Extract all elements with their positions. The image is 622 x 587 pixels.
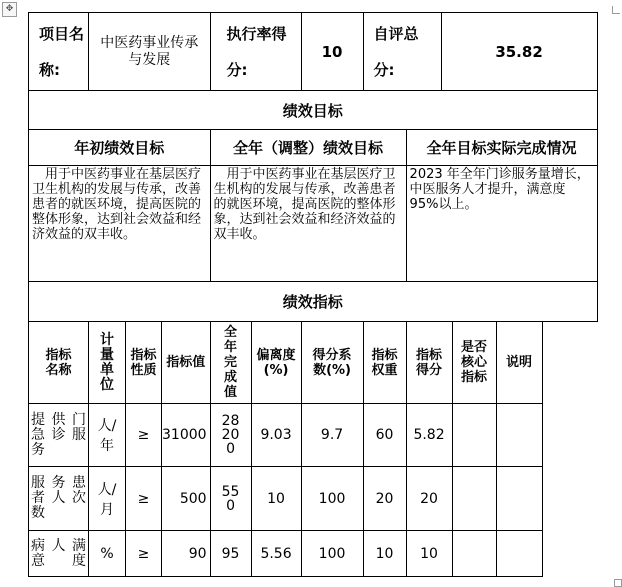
indicator-nature: ≥ <box>126 531 162 577</box>
col-score: 指标得分 <box>406 322 452 404</box>
indicator-nature: ≥ <box>126 404 162 467</box>
indicator-weight: 20 <box>363 467 406 531</box>
table-resize-handle[interactable] <box>614 579 622 587</box>
col-unit: 计量单位 <box>89 322 126 404</box>
indicator-target: 31000 <box>162 404 211 467</box>
project-name-label: 项目名称: <box>29 13 89 91</box>
col-adjusted-goal: 全年（调整）绩效目标 <box>210 130 406 166</box>
indicator-score: 20 <box>406 467 452 531</box>
indicator-unit: 人/年 <box>89 404 126 467</box>
indicator-unit: 人/月 <box>89 467 126 531</box>
indicator-coefficient: 100 <box>301 467 363 531</box>
indicator-score: 5.82 <box>406 404 452 467</box>
actual-completion-text: 2023 年全年门诊服务量增长，中医服务人才提升，满意度 95%以上。 <box>406 166 597 282</box>
indicator-actual: 28200 <box>210 404 251 467</box>
indicator-deviation: 10 <box>251 467 301 531</box>
indicator-core <box>452 467 496 531</box>
performance-indicators-title: 绩效指标 <box>29 282 598 322</box>
col-note: 说明 <box>496 322 542 404</box>
indicator-name: 病人满意度 <box>29 531 89 577</box>
col-indicator-name: 指标名称 <box>29 322 89 404</box>
execution-score-label: 执行率得分: <box>210 13 301 91</box>
indicator-coefficient: 100 <box>301 531 363 577</box>
adjusted-goal-text: 用于中医药事业在基层医疗卫生机构的发展与传承，改善患者的就医环境，提高医院的整体形象，达到社会效益和经济效益的双丰收。 <box>210 166 406 282</box>
table-row <box>29 404 598 467</box>
col-target: 指标值 <box>162 322 211 404</box>
indicator-actual: 550 <box>210 467 251 531</box>
performance-goals-title: 绩效目标 <box>29 91 598 130</box>
evaluation-table <box>28 12 598 577</box>
indicator-name: 服务患者人次数 <box>29 467 89 531</box>
indicator-score: 10 <box>406 531 452 577</box>
indicator-actual: 95 <box>210 531 251 577</box>
execution-score-value: 10 <box>301 13 363 91</box>
indicator-nature: ≥ <box>126 467 162 531</box>
indicator-weight: 10 <box>363 531 406 577</box>
col-actual-completion: 全年目标实际完成情况 <box>406 130 597 166</box>
col-initial-goal: 年初绩效目标 <box>29 130 211 166</box>
evaluation-table-wrapper <box>28 12 598 577</box>
col-score-coefficient: 得分系数(%) <box>301 322 363 404</box>
indicator-unit: % <box>89 531 126 577</box>
project-name-value: 中医药事业传承与发展 <box>89 13 211 91</box>
table-row <box>29 531 598 577</box>
col-deviation: 偏离度(%) <box>251 322 301 404</box>
indicator-weight: 60 <box>363 404 406 467</box>
indicator-target: 90 <box>162 531 211 577</box>
indicator-coefficient: 9.7 <box>301 404 363 467</box>
page-corner-mark <box>612 6 620 14</box>
indicator-deviation: 9.03 <box>251 404 301 467</box>
indicator-name: 提供门急诊服务 <box>29 404 89 467</box>
indicator-core <box>452 531 496 577</box>
self-eval-value: 35.82 <box>441 13 597 91</box>
indicator-note <box>496 531 542 577</box>
indicator-note <box>496 467 542 531</box>
table-row <box>29 467 598 531</box>
indicator-core <box>452 404 496 467</box>
self-eval-label: 自评总分: <box>363 13 441 91</box>
col-weight: 指标权重 <box>363 322 406 404</box>
indicator-target: 500 <box>162 467 211 531</box>
initial-goal-text: 用于中医药事业在基层医疗卫生机构的发展与传承，改善患者的就医环境，提高医院的整体形象，达到社会效益和经济效益的双丰收。 <box>29 166 211 282</box>
col-nature: 指标性质 <box>126 322 162 404</box>
indicator-note <box>496 404 542 467</box>
col-actual-value: 全年完成值 <box>210 322 251 404</box>
table-move-handle-icon[interactable]: ✥ <box>2 2 17 17</box>
col-core: 是否核心指标 <box>452 322 496 404</box>
indicator-deviation: 5.56 <box>251 531 301 577</box>
